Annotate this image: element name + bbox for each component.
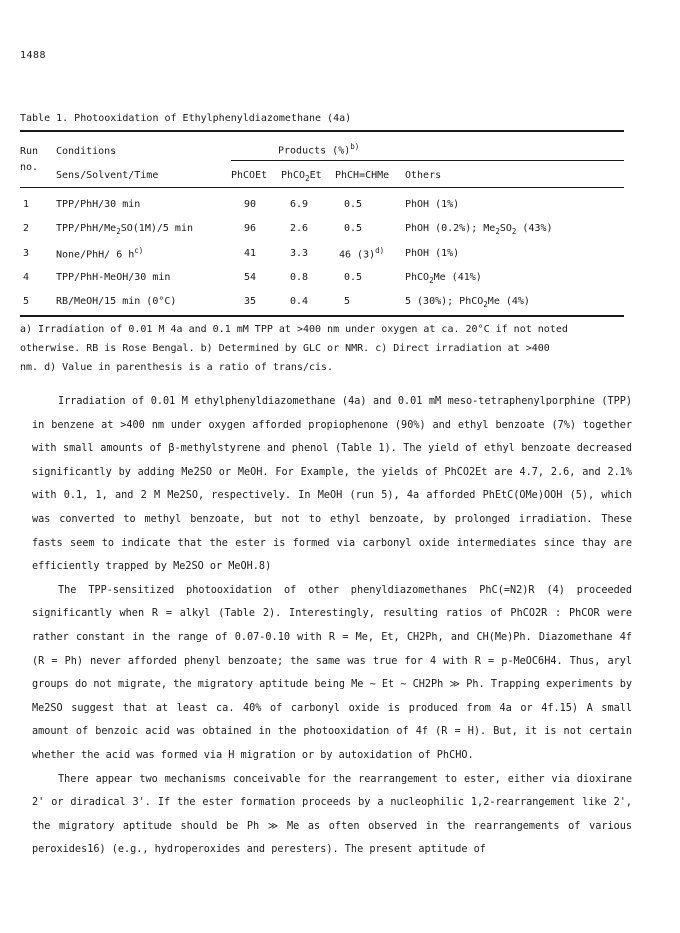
row-conditions: None/PhH/ 6 $h^{c)}$ <box>56 246 144 261</box>
page-number: 1488 <box>20 50 47 61</box>
header-sens: Sens/Solvent/Time <box>56 170 159 181</box>
row-phchchme: 5 <box>344 296 351 307</box>
products-rule <box>231 160 624 161</box>
footnote-line: nm. d) Value in parenthesis is a ratio of trans/cis. <box>20 362 334 373</box>
row-phco2et: 3.3 <box>290 248 309 259</box>
row-no: 3 <box>23 248 30 259</box>
row-conditions: TPP/PhH-MeOH/30 min <box>56 272 171 283</box>
header-col-phcoet: PhCOEt <box>231 170 268 181</box>
table-caption: Table 1. Photooxidation of Ethylphenyldiazomethane (4a) <box>20 113 352 124</box>
row-others: PhOH (0.2%); $Me_2SO_2$ (43%) <box>405 223 553 236</box>
row-others: PhOH (1%) <box>405 199 460 210</box>
body-text <box>32 390 632 862</box>
row-phchchme: 0.5 <box>344 199 363 210</box>
header-run: Run <box>20 146 39 157</box>
row-others: PhOH (1%) <box>405 248 460 259</box>
row-conditions: RB/MeOH/15 min (0°C) <box>56 296 177 307</box>
row-phchchme: 46 $(3)^{d)}$ <box>339 246 385 261</box>
table-bottom-rule <box>20 315 624 317</box>
row-others: PhCO$_2$Me (41%) <box>405 272 482 285</box>
paragraph: Irradiation of 0.01 M ethylphenyldiazomethane (4a) and 0.01 mM meso-tetraphenylporphine (TPP) in benzene at >400 nm under oxygen afforded propiophenone (90%) and ethyl benzoate (7%) together with small amounts of β-methylstyrene and phenol (Table 1). The yield of ethyl benzoate decreased significantly by adding Me2SO or MeOH. For Example, the yields of PhCO2Et are 4.7, 2.6, and 2.1% with 0.1, 1, and 2 M Me2SO, respectively. In MeOH (run 5), 4a afforded PhEtC(OMe)OOH (5), which was converted to methyl benzoate, but not to ethyl benzoate, by prolonged irradiation. These fasts seem to indicate that the ester is formed via carbonyl oxide intermediates since thay are efficiently trapped by Me2SO or MeOH.8) <box>32 396 632 573</box>
row-conditions: TPP/$PhH/Me_2SO(1M)/5$ min <box>56 223 193 236</box>
header-col-others: Others <box>405 170 442 181</box>
row-no: 1 <box>23 199 30 210</box>
footnote-line: a) Irradiation of 0.01 M 4a and 0.1 mM TPP at >400 nm under oxygen at ca. 20°C if not noted <box>20 324 568 335</box>
table-header-rule <box>20 187 624 188</box>
row-phco2et: 0.4 <box>290 296 309 307</box>
header-col-phchchme: PhCH=CHMe <box>335 170 390 181</box>
row-phcoet: 54 <box>244 272 257 283</box>
row-phcoet: 41 <box>244 248 257 259</box>
paragraph: The TPP-sensitized photooxidation of other phenyldiazomethanes PhC(=N2)R (4) proceeded significantly when R = alkyl (Table 2). Interestingly, resulting ratios of PhCO2R : PhCOR were rather constant in the range of 0.07-0.10 with R = Me, Et, CH2Ph, and CH(Me)Ph. Diazomethane 4f (R = Ph) never afforded phenyl benzoate; the same was true for 4 with R = p-MeOC6H4. Thus, aryl groups do not migrate, the migratory aptitude being Me ∼ Et ∼ CH2Ph ≫ Ph. Trapping experiments by Me2SO suggest that at least ca. 40% of carbonyl oxide is produced from 4a or 4f.15) A small amount of benzoic acid was obtained in the photooxidation of 4f (R = H). But, it is not certain whether the acid was formed via H migration or by autoxidation of PhCHO. <box>32 584 632 761</box>
header-no: no. <box>20 162 39 173</box>
row-phcoet: 90 <box>244 199 257 210</box>
row-phco2et: 6.9 <box>290 199 309 210</box>
row-no: 4 <box>23 272 30 283</box>
paragraph: There appear two mechanisms conceivable for the rearrangement to ester, either via dioxirane 2' or diradical 3'. If the ester formation proceeds by a nucleophilic 1,2-rearrangement like 2', the migratory aptitude should be Ph ≫ Me as often observed in the rearrangements of various peroxides16) (e.g., hydroperoxides and peresters). The present aptitude of <box>32 773 632 856</box>
table-top-rule <box>20 130 624 132</box>
header-products: Products (%)$^{b)}$ <box>278 142 360 157</box>
row-no: 2 <box>23 223 30 234</box>
header-col-phco2et: PhCO$_2$Et <box>281 170 322 183</box>
row-phco2et: 0.8 <box>290 272 309 283</box>
row-phchchme: 0.5 <box>344 272 363 283</box>
row-others: 5 (30%); PhCO$_2$Me (4%) <box>405 296 530 309</box>
footnote-line: otherwise. RB is Rose Bengal. b) Determined by GLC or NMR. c) Direct irradiation at >400 <box>20 343 550 354</box>
header-conditions: Conditions <box>56 146 117 157</box>
row-phchchme: 0.5 <box>344 223 363 234</box>
row-phcoet: 96 <box>244 223 257 234</box>
row-conditions: TPP/PhH/30 min <box>56 199 141 210</box>
row-phcoet: 35 <box>244 296 257 307</box>
row-no: 5 <box>23 296 30 307</box>
row-phco2et: 2.6 <box>290 223 309 234</box>
